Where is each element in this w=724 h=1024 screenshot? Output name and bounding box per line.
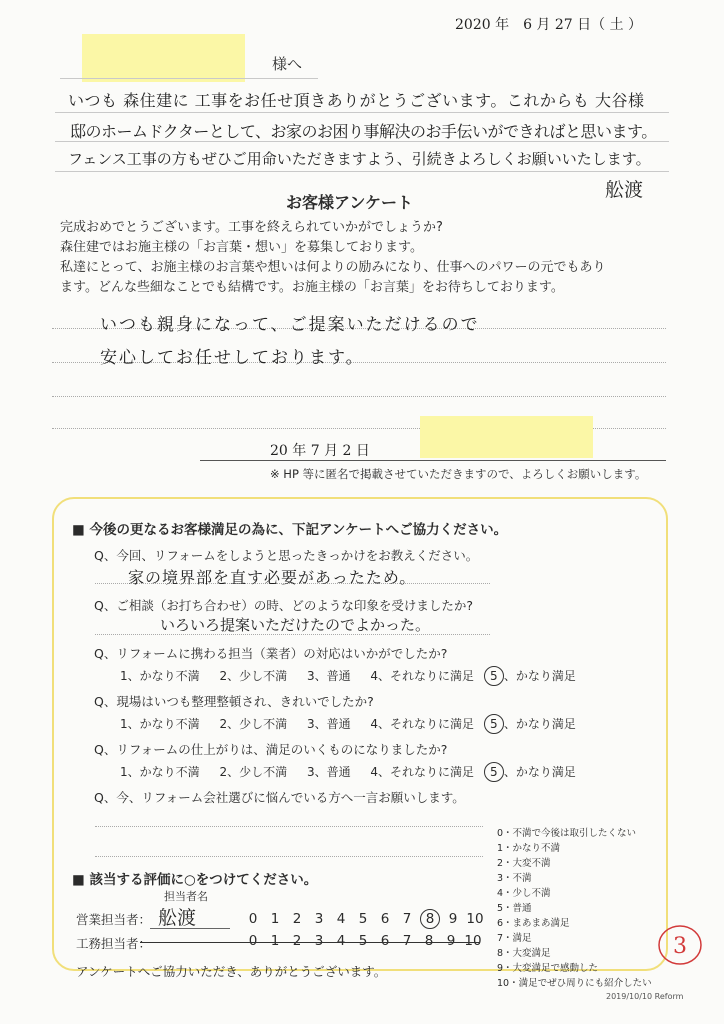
intro-line-4: ます。どんな些細なことでも結構です。お施主様の「お言葉」をお待ちしております。: [60, 280, 564, 295]
works-rating-2[interactable]: 2: [292, 933, 302, 949]
sales-rating-9[interactable]: 9: [448, 911, 458, 927]
stamp-circle: [655, 920, 705, 970]
q3-opt-3: 3、普通: [306, 669, 351, 683]
sales-rating-3[interactable]: 3: [314, 911, 324, 927]
q5-opt-1: 1、かなり不満: [120, 765, 200, 779]
legend-3: 3・不満: [497, 873, 532, 884]
works-rating-6[interactable]: 6: [380, 933, 390, 949]
questionnaire-heading: ■ 今後の更なるお客様満足の為に、下記アンケートへご協力ください。: [72, 522, 508, 538]
q4-scale: [120, 714, 576, 734]
question-1: Q、今回、リフォームをしようと思ったきっかけをお教えください。: [94, 548, 479, 563]
q5-opt-4: 4、それなりに満足: [370, 765, 475, 779]
legend-2: 2・大変不満: [497, 858, 551, 869]
legend-7: 7・満足: [497, 933, 532, 944]
sales-staff-name: 舩渡: [158, 907, 197, 929]
legend-1: 1・かなり不満: [497, 843, 561, 854]
q3-opt-2: 2、少し不満: [219, 669, 288, 683]
sales-rating-6[interactable]: 6: [380, 911, 390, 927]
survey-title: お客様アンケート: [286, 193, 414, 212]
rating-heading: ■ 該当する評価に○をつけてください。: [72, 872, 318, 888]
q3-scale: [120, 666, 576, 686]
question-2: Q、ご相談（お打ち合わせ）の時、どのような印象を受けましたか?: [94, 598, 473, 613]
q6-answer-line-2: [95, 856, 483, 857]
letter-rule-3: [55, 171, 669, 172]
sales-rating-scale: [242, 909, 486, 929]
thanks-message: アンケートへご協力いただき、ありがとうございます。: [76, 964, 387, 979]
q3-opt-5-label: 、かなり満足: [503, 669, 576, 683]
recipient-name-masked: [82, 34, 245, 82]
answer-date: 20 年 7 月 2 日: [270, 443, 370, 459]
q2-answer: いろいろ提案いただけたのでよかった。: [160, 616, 431, 634]
letter-line-3: フェンス工事の方もぜひご用命いただきますよう、引続きよろしくお願いいたします。: [68, 150, 651, 168]
staff-name-header: 担当者名: [164, 890, 208, 903]
works-rating-8[interactable]: 8: [424, 933, 434, 949]
letter-line-1: いつも 森住建に 工事をお任せ頂きありがとうございます。これからも 大谷様: [68, 91, 645, 110]
sales-rating-7[interactable]: 7: [402, 911, 412, 927]
sales-staff-label: 営業担当者：: [76, 912, 152, 927]
legend-4: 4・少し不満: [497, 888, 551, 899]
q5-opt-5-label: 、かなり満足: [503, 765, 576, 779]
q4-opt-3: 3、普通: [306, 717, 351, 731]
question-6: Q、今、リフォーム会社選びに悩んでいる方へ一言お願いします。: [94, 790, 465, 805]
works-staff-label: 工務担当者：: [76, 936, 152, 951]
sales-rating-10[interactable]: 10: [466, 911, 484, 927]
legend-6: 6・まあまあ満足: [497, 918, 570, 929]
works-rating-10[interactable]: 10: [464, 933, 482, 949]
stamp-value: 3: [673, 934, 687, 959]
works-rating-0[interactable]: 0: [248, 933, 258, 949]
publication-note: ※ HP 等に匿名で掲載させていただきますので、よろしくお願いします。: [270, 467, 647, 481]
works-strike-line: [140, 942, 480, 943]
works-rating-1[interactable]: 1: [270, 933, 280, 949]
q4-opt-5-circled[interactable]: 5: [484, 714, 504, 734]
legend-10: 10・満足でぜひ周りにも紹介したい: [497, 978, 652, 989]
legend-8: 8・大変満足: [497, 948, 551, 959]
survey-answer-line-1: いつも親身になって、ご提案いただけるので: [100, 315, 480, 335]
sales-rating-5[interactable]: 5: [358, 911, 368, 927]
answer-rule-3: [52, 396, 666, 397]
answer-date-line: [200, 460, 666, 461]
q4-opt-5-label: 、かなり満足: [503, 717, 576, 731]
rating-legend: [497, 826, 652, 991]
legend-0: 0・不満で今後は取引したくない: [497, 828, 637, 839]
intro-line-2: 森住建ではお施主様の「お言葉・想い」を募集しております。: [60, 240, 423, 255]
intro-line-1: 完成おめでとうございます。工事を終えられていかがでしょうか?: [60, 220, 443, 235]
q5-opt-2: 2、少し不満: [219, 765, 288, 779]
survey-intro: [60, 218, 605, 298]
legend-9: 9・大変満足で感動した: [497, 963, 599, 974]
q4-opt-1: 1、かなり不満: [120, 717, 200, 731]
question-4: Q、現場はいつも整理整頓され、きれいでしたか?: [94, 694, 374, 709]
q4-opt-2: 2、少し不満: [219, 717, 288, 731]
question-5: Q、リフォームの仕上がりは、満足のいくものになりましたか?: [94, 742, 448, 757]
salutation: 様へ: [272, 55, 303, 73]
letter-rule-1: [55, 112, 669, 113]
works-rating-9[interactable]: 9: [446, 933, 456, 949]
sales-rating-8[interactable]: 8: [420, 909, 440, 929]
question-3: Q、リフォームに携わる担当（業者）の対応はいかがでしたか?: [94, 646, 448, 661]
letter-date: 2020 年 6 月 27 日（ 土 ）: [455, 17, 643, 33]
q5-scale: [120, 762, 576, 782]
form-footer: 2019/10/10 Reform: [606, 992, 684, 1001]
q1-answer: 家の境界部を直す必要があったため。: [128, 568, 417, 587]
letter-signature: 舩渡: [605, 179, 644, 201]
intro-line-3: 私達にとって、お施主様のお言葉や想いは何よりの励みになり、仕事へのパワーの元でもあり: [60, 260, 606, 275]
q5-opt-3: 3、普通: [306, 765, 351, 779]
works-rating-4[interactable]: 4: [336, 933, 346, 949]
q3-opt-1: 1、かなり不満: [120, 669, 200, 683]
survey-answer-line-2: 安心してお任せしております。: [100, 348, 365, 368]
works-rating-scale: [242, 933, 484, 949]
q3-opt-4: 4、それなりに満足: [370, 669, 475, 683]
sales-rating-2[interactable]: 2: [292, 911, 302, 927]
sales-rating-0[interactable]: 0: [248, 911, 258, 927]
respondent-name-masked: [420, 416, 593, 458]
works-rating-3[interactable]: 3: [314, 933, 324, 949]
legend-5: 5・普通: [497, 903, 532, 914]
works-rating-7[interactable]: 7: [402, 933, 412, 949]
q3-opt-5-circled[interactable]: 5: [484, 666, 504, 686]
letter-line-2: 邸のホームドクターとして、お家のお困り事解決のお手伝いができればと思います。: [70, 122, 657, 141]
q6-answer-line-1: [95, 826, 483, 827]
works-rating-5[interactable]: 5: [358, 933, 368, 949]
recipient-line: [60, 78, 318, 79]
q5-opt-5-circled[interactable]: 5: [484, 762, 504, 782]
sales-rating-1[interactable]: 1: [270, 911, 280, 927]
sales-name-line: [150, 928, 230, 929]
q4-opt-4: 4、それなりに満足: [370, 717, 475, 731]
sales-rating-4[interactable]: 4: [336, 911, 346, 927]
